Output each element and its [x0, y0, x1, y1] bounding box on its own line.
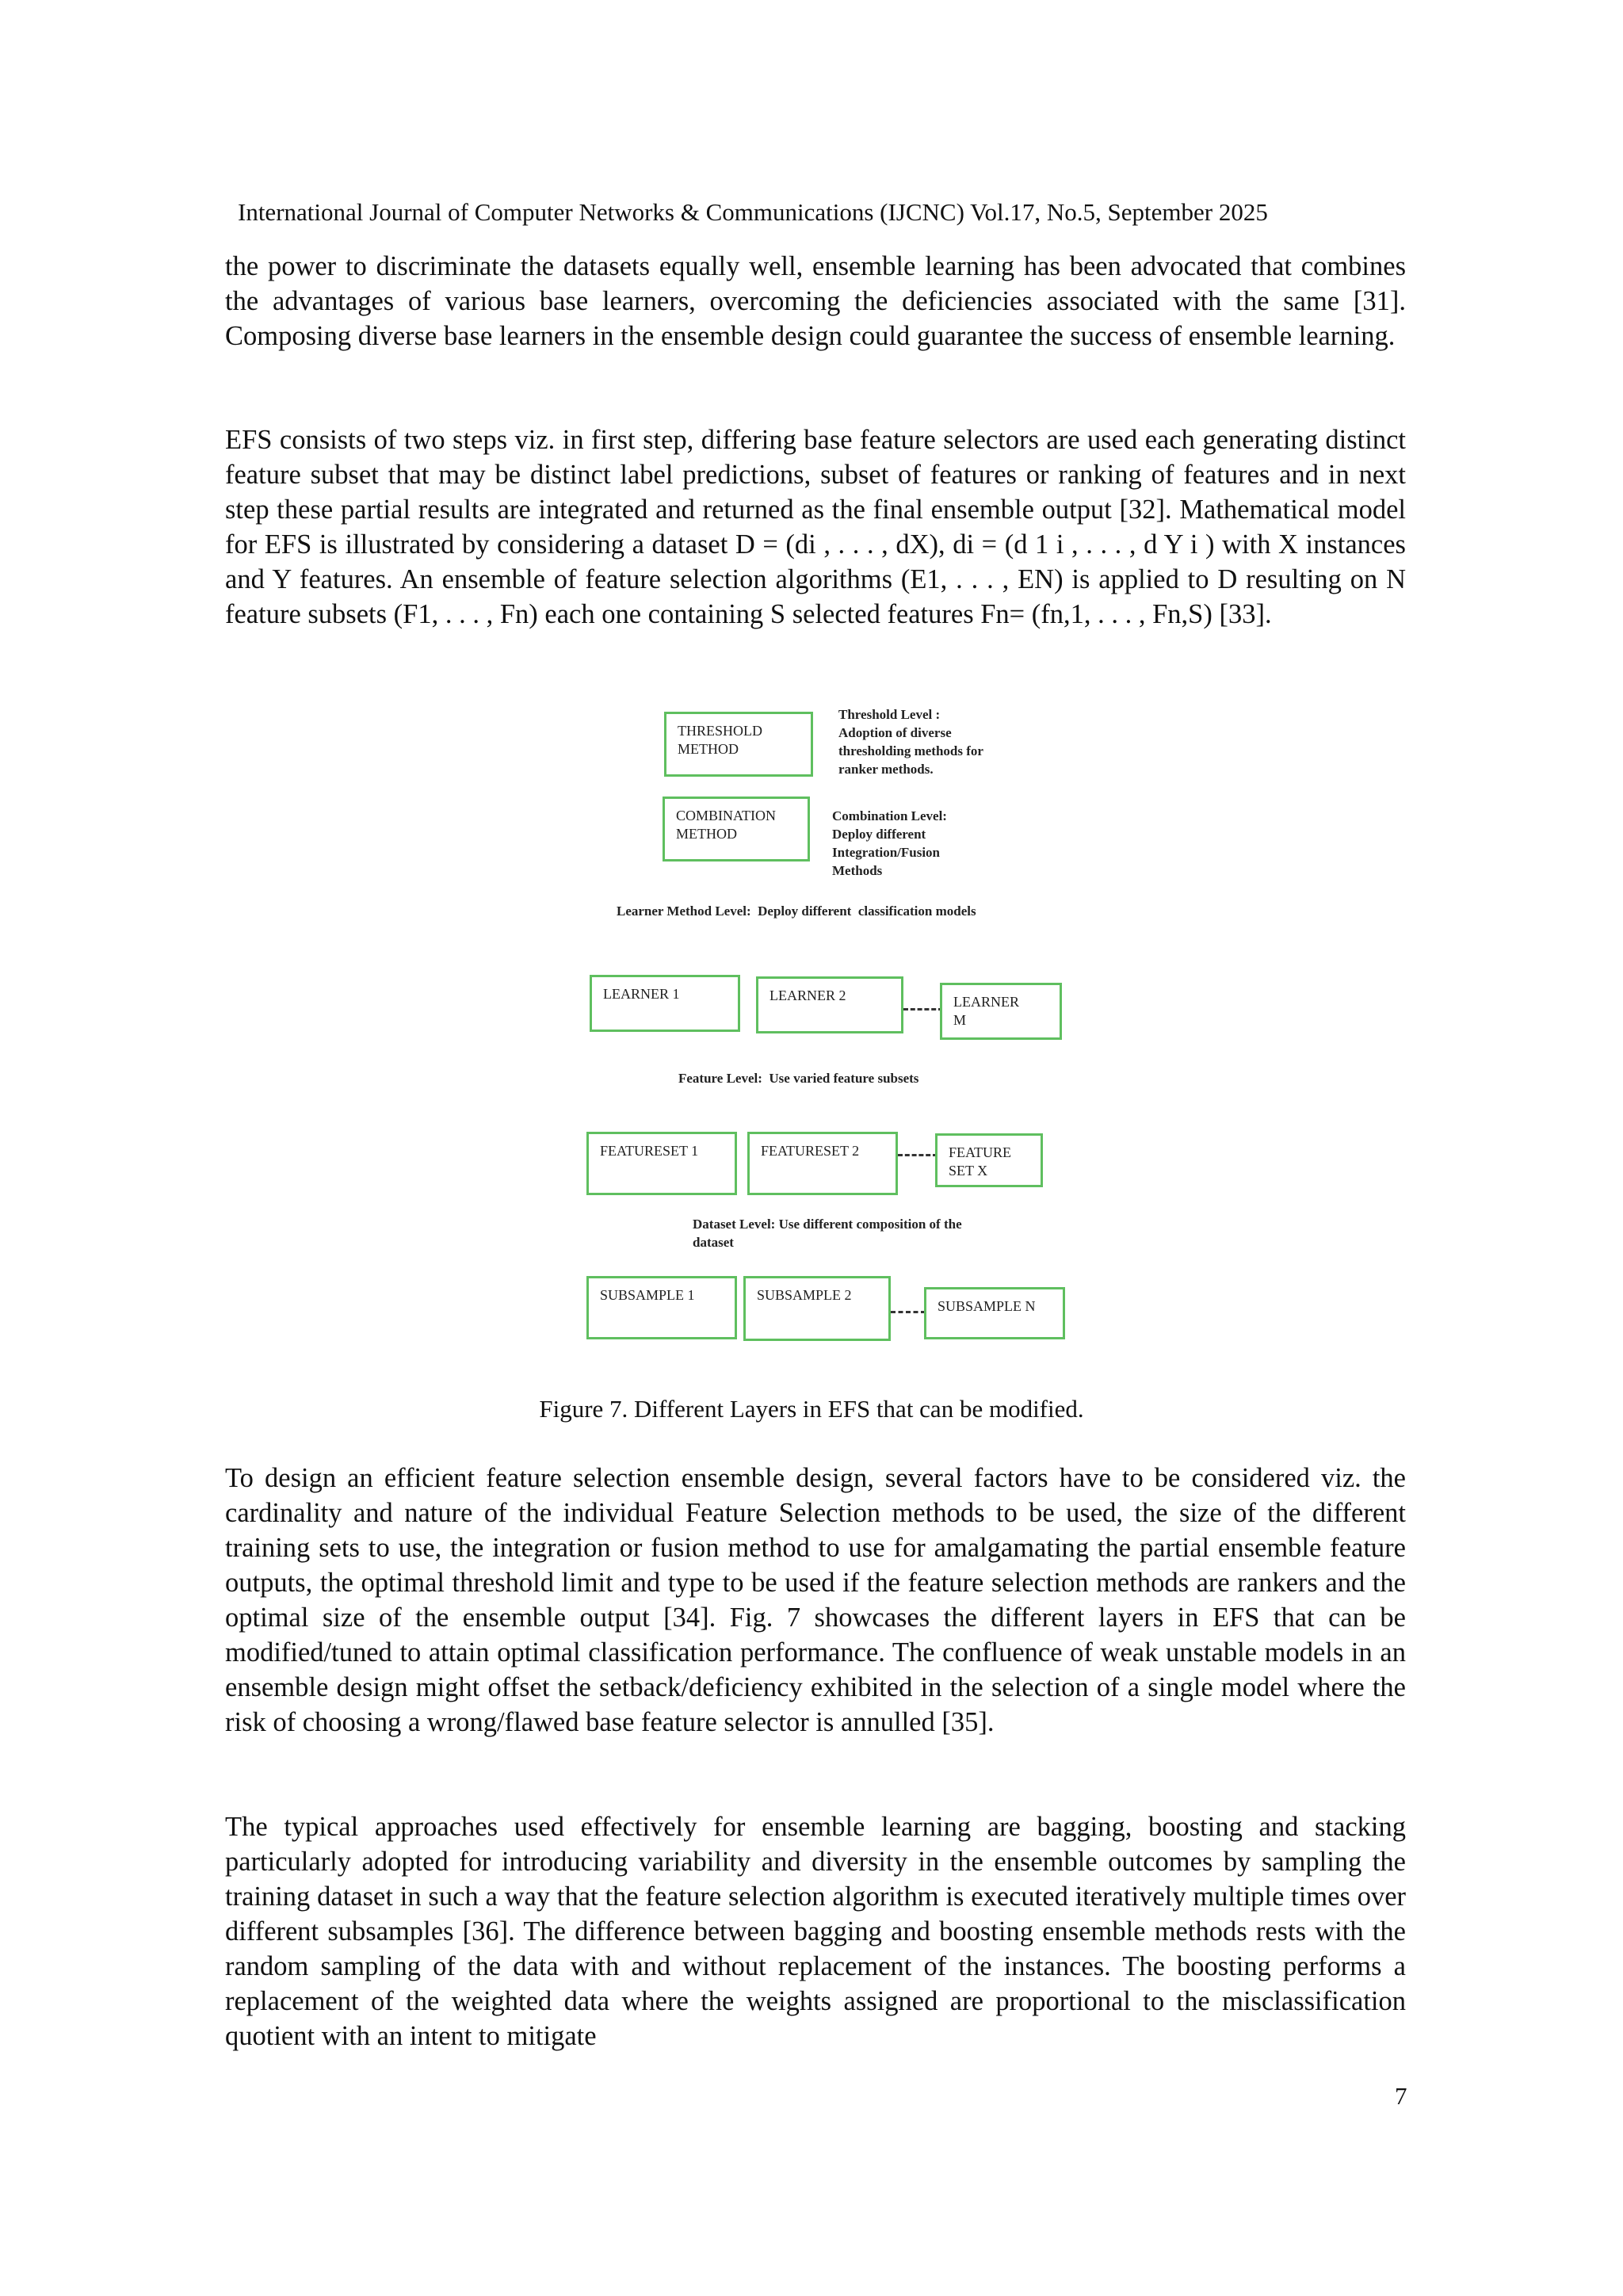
learner-dashed-connector [903, 1008, 943, 1010]
subsample-2-box: SUBSAMPLE 2 [743, 1276, 891, 1341]
journal-header: International Journal of Computer Networks & Communications (IJCNC) Vol.17, No.5, September 2025 [238, 198, 1268, 226]
featureset-1-box: FEATURESET 1 [586, 1132, 737, 1195]
subsample-dashed-connector [891, 1311, 926, 1313]
featureset-2-box: FEATURESET 2 [747, 1132, 898, 1195]
learner-level-note: Learner Method Level: Deploy different classification models [617, 904, 976, 919]
paragraph-4: The typical approaches used effectively for ensemble learning are bagging, boosting and stacking particularly adopted for introducing variability and diversity in the ensemble outcomes by sampling the training dataset in such a way that the feature selection algorithm is executed iteratively multiple times over different subsamples [36]. The difference between bagging and boosting ensemble methods rests with the random sampling of the data with and without replacement of the instances. The boosting performs a replacement of the weighted data where the weights assigned are proportional to the misclassification quotient with an intent to mitigate [225, 1812, 1406, 2051]
paragraph-2: EFS consists of two steps viz. in first step, differing base feature selectors are used each generating distinct feature subset that may be distinct label predictions, subset of features or ranking of features and in next step these partial results are integrated and returned as the final ensemble output [32]. Mathematical model for EFS is illustrated by considering a dataset D = (di , . . . , dX), di = (d 1 i , . . . , d Y i ) with X instances and Y features. An ensemble of feature selection algorithms (E1, . . . , EN) is applied to D resulting on N feature subsets (F1, . . . , Fn) each one containing S selected features Fn= (fn,1, . . . , Fn,S) [33]. [225, 425, 1406, 629]
subsample-n-box: SUBSAMPLE N [924, 1287, 1065, 1339]
threshold-method-box: THRESHOLD METHOD [664, 712, 813, 777]
learner-2-box: LEARNER 2 [756, 976, 903, 1033]
subsample-1-box: SUBSAMPLE 1 [586, 1276, 737, 1339]
page-number: 7 [1395, 2082, 1407, 2110]
paragraph-3: To design an efficient feature selection ensemble design, several factors have to be considered viz. the cardinality and nature of the individual Feature Selection methods to be used, the size of the different training sets to use, the integration or fusion method to use for amalgamating the partial ensemble feature outputs, the optimal threshold limit and type to be used if the feature selection methods are rankers and the optimal size of the ensemble output [34]. Fig. 7 showcases the different layers in EFS that can be modified/tuned to attain optimal classification performance. The confluence of weak unstable models in an ensemble design might offset the setback/deficiency exhibited in the selection of a single model where the risk of choosing a wrong/flawed base feature selector is annulled [35]. [225, 1463, 1406, 1737]
learner-m-box: LEARNER M [940, 983, 1062, 1040]
combination-method-box: COMBINATION METHOD [663, 797, 810, 861]
paragraph-1: the power to discriminate the datasets equally well, ensemble learning has been advocated that combines the advantages of various base learners, overcoming the deficiencies associated with the same [31]. Composing diverse base learners in the ensemble design could guarantee the success of ensemble learning. [225, 251, 1406, 351]
threshold-level-note: Threshold Level : Adoption of diverse thresholding methods for ranker methods. [838, 707, 983, 777]
dataset-level-note: Dataset Level: Use different composition of the dataset [693, 1217, 962, 1250]
featureset-x-box: FEATURE SET X [935, 1133, 1043, 1187]
feature-level-note: Feature Level: Use varied feature subsets [678, 1071, 919, 1086]
learner-1-box: LEARNER 1 [590, 975, 740, 1032]
featureset-dashed-connector [898, 1154, 938, 1156]
figure-caption: Figure 7. Different Layers in EFS that can be modified. [539, 1395, 1084, 1423]
combination-level-note: Combination Level: Deploy different Integration/Fusion Methods [832, 808, 947, 878]
